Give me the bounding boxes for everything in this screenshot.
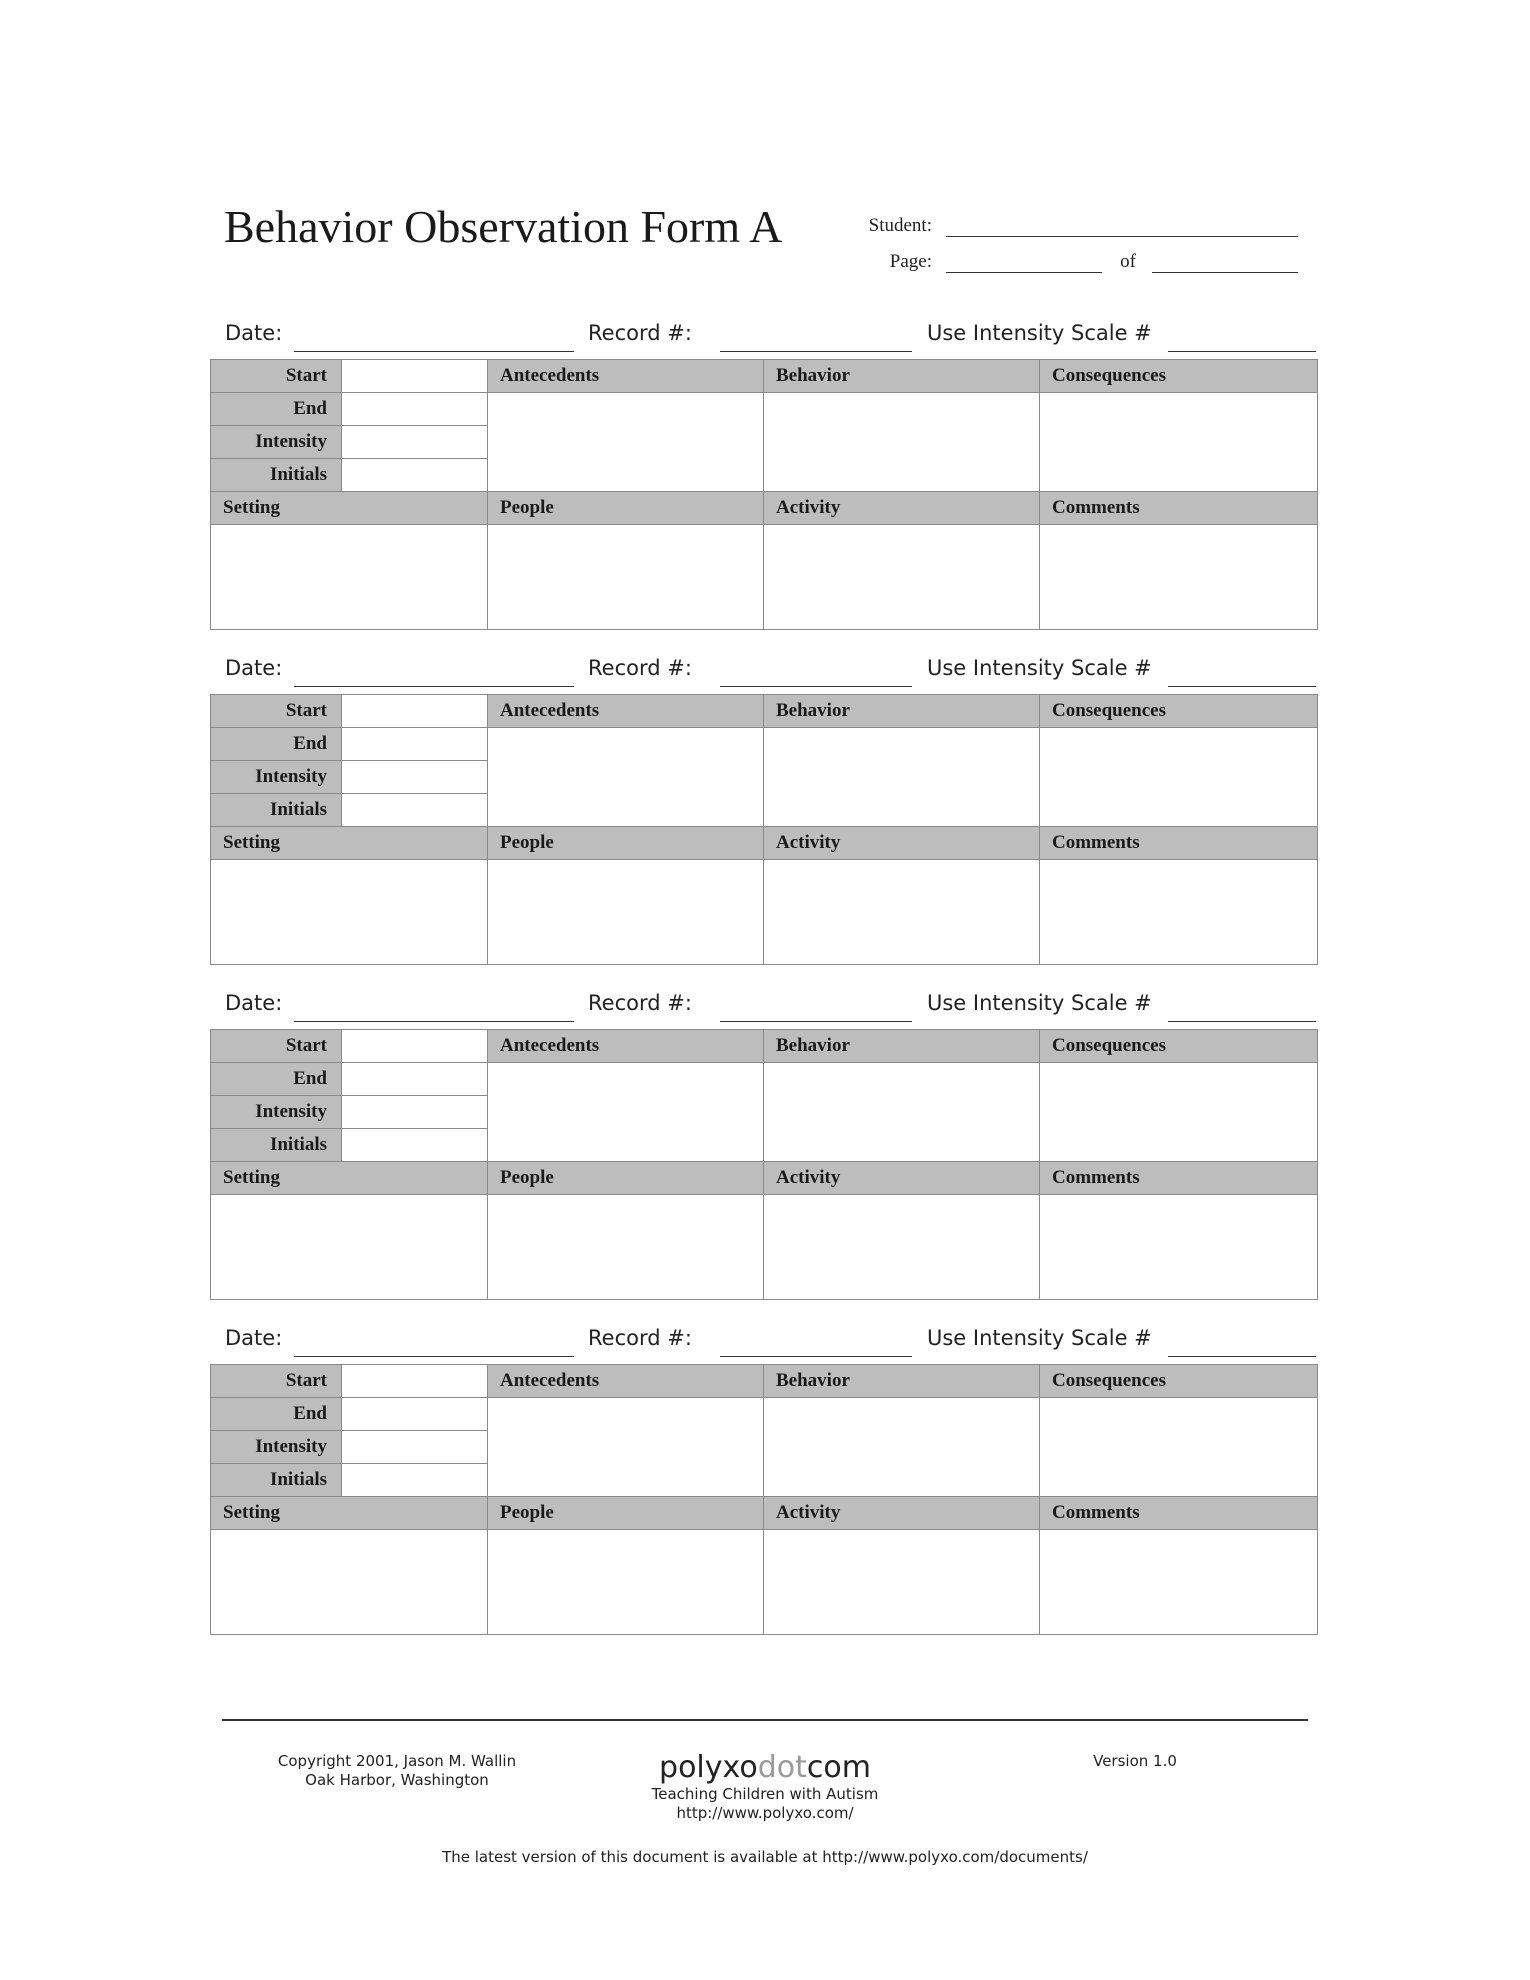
people-header: People	[488, 1497, 764, 1530]
observation-block-4	[210, 1314, 1317, 1635]
people-field[interactable]	[488, 525, 764, 630]
start-time-field[interactable]	[342, 1030, 488, 1063]
people-header: People	[488, 827, 764, 860]
behavior-field[interactable]	[764, 728, 1040, 827]
activity-field[interactable]	[764, 525, 1040, 630]
student-label: Student:	[868, 215, 932, 236]
intensity-label: Intensity	[211, 426, 342, 459]
initials-field[interactable]	[342, 459, 488, 492]
date-field[interactable]	[294, 351, 574, 352]
version-text: Version 1.0	[1093, 1752, 1177, 1770]
end-label: End	[211, 1063, 342, 1096]
behavior-header: Behavior	[764, 1030, 1040, 1063]
behavior-field[interactable]	[764, 1398, 1040, 1497]
comments-field[interactable]	[1040, 525, 1318, 630]
end-time-field[interactable]	[342, 1063, 488, 1096]
start-label: Start	[211, 360, 342, 393]
antecedents-field[interactable]	[488, 393, 764, 492]
end-time-field[interactable]	[342, 1398, 488, 1431]
end-label: End	[211, 393, 342, 426]
activity-header: Activity	[764, 827, 1040, 860]
initials-label: Initials	[211, 459, 342, 492]
initials-field[interactable]	[342, 794, 488, 827]
start-time-field[interactable]	[342, 1365, 488, 1398]
start-time-field[interactable]	[342, 695, 488, 728]
activity-field[interactable]	[764, 860, 1040, 965]
tagline-text: Teaching Children with Autism	[651, 1785, 879, 1803]
intensity-scale-field[interactable]	[1168, 686, 1316, 687]
record-label: Record #:	[588, 991, 692, 1015]
comments-header: Comments	[1040, 827, 1318, 860]
record-label: Record #:	[588, 1326, 692, 1350]
record-label: Record #:	[588, 321, 692, 345]
record-label: Record #:	[588, 656, 692, 680]
intensity-scale-label: Use Intensity Scale #	[927, 321, 1152, 345]
intensity-scale-label: Use Intensity Scale #	[927, 656, 1152, 680]
setting-header: Setting	[211, 492, 488, 525]
observation-block-3	[210, 979, 1317, 1300]
antecedents-header: Antecedents	[488, 695, 764, 728]
logo-part-dot: dot	[757, 1750, 807, 1785]
antecedents-field[interactable]	[488, 1063, 764, 1162]
consequences-header: Consequences	[1040, 360, 1318, 393]
observation-block-1	[210, 309, 1317, 630]
consequences-field[interactable]	[1040, 1398, 1318, 1497]
activity-header: Activity	[764, 1497, 1040, 1530]
start-time-field[interactable]	[342, 360, 488, 393]
consequences-header: Consequences	[1040, 1030, 1318, 1063]
page-label: Page:	[889, 251, 932, 272]
consequences-header: Consequences	[1040, 695, 1318, 728]
copyright-block	[262, 1752, 532, 1790]
date-label: Date:	[225, 321, 283, 345]
consequences-field[interactable]	[1040, 728, 1318, 827]
record-meta-row	[210, 979, 1317, 1029]
date-field[interactable]	[294, 1356, 574, 1357]
comments-field[interactable]	[1040, 1530, 1318, 1635]
logo-part-com: com	[806, 1750, 871, 1785]
behavior-field[interactable]	[764, 1063, 1040, 1162]
website-link[interactable]: http://www.polyxo.com/	[676, 1804, 854, 1822]
antecedents-header: Antecedents	[488, 1030, 764, 1063]
start-label: Start	[211, 1365, 342, 1398]
antecedents-field[interactable]	[488, 1398, 764, 1497]
observation-block-2	[210, 644, 1317, 965]
page-total-field[interactable]	[1152, 272, 1298, 273]
form-title: Behavior Observation Form A	[224, 201, 783, 252]
end-time-field[interactable]	[342, 393, 488, 426]
record-meta-row	[210, 309, 1317, 359]
polyxo-logo-block	[605, 1750, 925, 1823]
date-label: Date:	[225, 1326, 283, 1350]
record-field[interactable]	[720, 1356, 912, 1357]
initials-field[interactable]	[342, 1464, 488, 1497]
setting-field[interactable]	[211, 860, 488, 965]
consequences-field[interactable]	[1040, 393, 1318, 492]
date-label: Date:	[225, 656, 283, 680]
activity-field[interactable]	[764, 1195, 1040, 1300]
initials-label: Initials	[211, 1129, 342, 1162]
latest-version-text: The latest version of this document is available at http://www.polyxo.com/documents/	[442, 1848, 1088, 1866]
people-header: People	[488, 1162, 764, 1195]
setting-field[interactable]	[211, 1530, 488, 1635]
people-field[interactable]	[488, 1195, 764, 1300]
observation-table	[210, 1364, 1318, 1635]
intensity-field[interactable]	[342, 761, 488, 794]
setting-header: Setting	[211, 1497, 488, 1530]
behavior-header: Behavior	[764, 1365, 1040, 1398]
initials-field[interactable]	[342, 1129, 488, 1162]
polyxo-logo	[605, 1750, 925, 1785]
of-label: of	[1120, 251, 1136, 272]
intensity-scale-field[interactable]	[1168, 351, 1316, 352]
behavior-field[interactable]	[764, 393, 1040, 492]
start-label: Start	[211, 1030, 342, 1063]
date-field[interactable]	[294, 686, 574, 687]
setting-field[interactable]	[211, 525, 488, 630]
intensity-scale-label: Use Intensity Scale #	[927, 1326, 1152, 1350]
activity-field[interactable]	[764, 1530, 1040, 1635]
start-label: Start	[211, 695, 342, 728]
antecedents-header: Antecedents	[488, 360, 764, 393]
intensity-label: Intensity	[211, 1431, 342, 1464]
comments-field[interactable]	[1040, 860, 1318, 965]
location-text: Oak Harbor, Washington	[305, 1771, 489, 1789]
logo-part-polyxo: polyxo	[659, 1750, 758, 1785]
date-field[interactable]	[294, 1021, 574, 1022]
comments-header: Comments	[1040, 1497, 1318, 1530]
setting-header: Setting	[211, 1162, 488, 1195]
setting-header: Setting	[211, 827, 488, 860]
initials-label: Initials	[211, 1464, 342, 1497]
antecedents-field[interactable]	[488, 728, 764, 827]
record-meta-row	[210, 644, 1317, 694]
intensity-scale-label: Use Intensity Scale #	[927, 991, 1152, 1015]
record-field[interactable]	[720, 351, 912, 352]
record-meta-row	[210, 1314, 1317, 1364]
end-time-field[interactable]	[342, 728, 488, 761]
consequences-field[interactable]	[1040, 1063, 1318, 1162]
date-label: Date:	[225, 991, 283, 1015]
antecedents-header: Antecedents	[488, 1365, 764, 1398]
record-field[interactable]	[720, 686, 912, 687]
copyright-text: Copyright 2001, Jason M. Wallin	[277, 1752, 517, 1770]
intensity-label: Intensity	[211, 761, 342, 794]
people-field[interactable]	[488, 1530, 764, 1635]
comments-header: Comments	[1040, 492, 1318, 525]
observation-table	[210, 694, 1318, 965]
setting-field[interactable]	[211, 1195, 488, 1300]
student-field[interactable]	[946, 236, 1298, 237]
record-field[interactable]	[720, 1021, 912, 1022]
observation-table	[210, 1029, 1318, 1300]
consequences-header: Consequences	[1040, 1365, 1318, 1398]
intensity-scale-field[interactable]	[1168, 1356, 1316, 1357]
intensity-field[interactable]	[342, 426, 488, 459]
comments-field[interactable]	[1040, 1195, 1318, 1300]
observation-table	[210, 359, 1318, 630]
intensity-scale-field[interactable]	[1168, 1021, 1316, 1022]
activity-header: Activity	[764, 492, 1040, 525]
people-header: People	[488, 492, 764, 525]
end-label: End	[211, 728, 342, 761]
activity-header: Activity	[764, 1162, 1040, 1195]
footer-divider	[222, 1719, 1308, 1721]
behavior-header: Behavior	[764, 695, 1040, 728]
comments-header: Comments	[1040, 1162, 1318, 1195]
end-label: End	[211, 1398, 342, 1431]
initials-label: Initials	[211, 794, 342, 827]
intensity-field[interactable]	[342, 1431, 488, 1464]
intensity-label: Intensity	[211, 1096, 342, 1129]
people-field[interactable]	[488, 860, 764, 965]
intensity-field[interactable]	[342, 1096, 488, 1129]
behavior-header: Behavior	[764, 360, 1040, 393]
